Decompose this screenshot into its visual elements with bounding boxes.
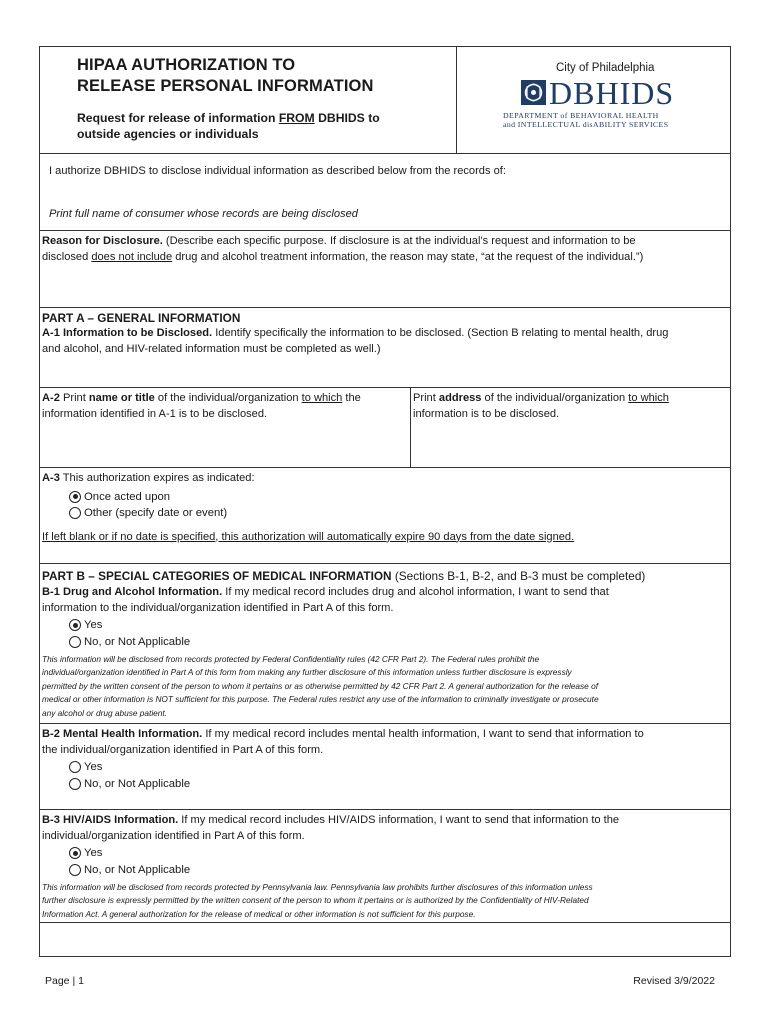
philadelphia-seal-icon: [521, 80, 546, 105]
a2-recipient-name-field[interactable]: [40, 388, 411, 467]
reason-text2-pre: disclosed: [42, 250, 92, 263]
subtitle-post: DBHIDS to: [314, 111, 380, 125]
radio-selected-icon[interactable]: [69, 847, 81, 859]
reason-text1: (Describe each specific purpose. If disclosure is at the individual’s request and information to be: [162, 235, 636, 247]
a1-text: [42, 326, 730, 357]
a2-right-bold: address: [438, 392, 482, 404]
subtitle-line2: outside agencies or individuals: [77, 127, 259, 141]
b3-yes-option[interactable]: [69, 845, 730, 862]
part-a-a1-section[interactable]: [40, 308, 730, 388]
consumer-name-field[interactable]: Print full name of consumer whose records are being disclosed: [49, 207, 358, 220]
a2-left-line2: information identified in A-1 is to be disclosed.: [42, 407, 268, 420]
subtitle-from: FROM: [278, 111, 315, 125]
page-number: Page | 1: [45, 975, 84, 987]
radio-empty-icon[interactable]: [69, 507, 81, 519]
a2-right-underline: to which: [628, 392, 669, 404]
a3-text: [42, 471, 730, 487]
b3-label: B-3 HIV/AIDS Information.: [42, 814, 179, 826]
b1-yes-label: Yes: [84, 619, 103, 631]
logo-dept-line1: DEPARTMENT of BEHAVIORAL HEALTH: [503, 111, 659, 120]
radio-empty-icon[interactable]: [69, 761, 81, 773]
b3-note3: Information Act. A general authorization for the release of medical or other information is not sufficient for this purpose.: [42, 908, 476, 919]
dbhids-logo: [457, 47, 730, 153]
a1-text2: and alcohol, and HIV-related information must be completed as well.): [42, 342, 381, 355]
a2-left-2: of the individual/organization: [154, 392, 302, 404]
b2-no-option[interactable]: [69, 776, 730, 793]
b1-label: B-1 Drug and Alcohol Information.: [42, 586, 223, 598]
b1-note3: permitted by the written consent of the person to whom it pertains or as otherwise permitted by 42 CFR Part 2. A general authorization for the release of: [42, 680, 599, 691]
a3-option-other[interactable]: [69, 505, 730, 522]
b3-yes-label: Yes: [84, 847, 103, 859]
b3-section: [40, 810, 730, 923]
b1-note2: individual/organization identified in Part A of this form from making any further disclosure of this information unless further disclosure is expressly: [42, 667, 572, 678]
a3-note: If left blank or if no date is specified, this authorization will automatically expire 90 days from the date signed.: [42, 530, 575, 543]
form-title-line2: RELEASE PERSONAL INFORMATION: [77, 77, 374, 95]
form-subtitle: [77, 110, 456, 142]
b1-text2: information to the individual/organization identified in Part A of this form.: [42, 601, 394, 614]
b2-label: B-2 Mental Health Information.: [42, 728, 203, 740]
radio-empty-icon[interactable]: [69, 778, 81, 790]
logo-wordmark: DBHIDS: [549, 75, 675, 111]
reason-text2-underline: does not include: [91, 250, 173, 263]
part-a-title: PART A – GENERAL INFORMATION: [42, 311, 241, 325]
b2-text2: the individual/organization identified in Part A of this form.: [42, 743, 324, 756]
b1-text: [42, 585, 730, 616]
b2-text1: If my medical record includes mental health information, I want to send that information to: [202, 728, 644, 740]
logo-city: City of Philadelphia: [556, 62, 655, 74]
b1-text1: If my medical record includes drug and alcohol information, I want to send that: [222, 586, 609, 598]
a2-label: A-2: [42, 392, 60, 404]
a2-recipient-address-field[interactable]: [411, 388, 730, 467]
b1-yes-option[interactable]: [69, 617, 730, 634]
part-b-b1-section: [40, 564, 730, 724]
b2-text: [42, 727, 730, 758]
subtitle-pre: Request for release of information: [77, 111, 279, 125]
b3-text1: If my medical record includes HIV/AIDS information, I want to send that information to the: [178, 814, 620, 826]
logo-dept: [503, 111, 668, 129]
b3-note1: This information will be disclosed from records protected by Pennsylvania law. Pennsylvania law prohibits further disclosures of this information unless: [42, 882, 593, 892]
b3-text2: individual/organization identified in Part A of this form.: [42, 829, 305, 842]
reason-label: Reason for Disclosure.: [42, 235, 163, 247]
b1-note5: any alcohol or drug abuse patient.: [42, 707, 168, 718]
a3-opt2-label: Other (specify date or event): [84, 507, 228, 519]
form-header: [40, 47, 730, 154]
b2-no-label: No, or Not Applicable: [84, 777, 191, 790]
b3-text: [42, 813, 730, 844]
b1-note: [42, 653, 730, 720]
radio-selected-icon[interactable]: [69, 491, 81, 503]
b3-no-option[interactable]: [69, 862, 730, 879]
a3-section: [40, 468, 730, 564]
part-b-title-note: (Sections B-1, B-2, and B-3 must be completed): [391, 569, 646, 583]
a1-label: A-1 Information to be Disclosed.: [42, 327, 213, 339]
a2-left-underline: to which: [301, 392, 343, 404]
blank-row: [40, 923, 730, 956]
hipaa-form: [39, 46, 731, 957]
a2-right-line2: information is to be disclosed.: [413, 407, 560, 420]
b2-section: [40, 724, 730, 810]
a2-left-3: the: [342, 392, 361, 404]
radio-selected-icon[interactable]: [69, 619, 81, 631]
a2-left-1: Print: [59, 392, 89, 404]
a3-option-once[interactable]: [69, 489, 730, 506]
reason-text2-post: drug and alcohol treatment information, the reason may state, “at the request of the individual.”): [172, 250, 644, 263]
b1-no-option[interactable]: [69, 634, 730, 651]
b1-note4: medical or other information is NOT sufficient for this purpose. The Federal rules restrict any use of the information to criminally investigate or prosecute: [42, 694, 599, 705]
revised-date: Revised 3/9/2022: [633, 975, 715, 987]
part-b-title: PART B – SPECIAL CATEGORIES OF MEDICAL INFORMATION: [42, 569, 392, 583]
b3-note2: further disclosure is expressly permitted by the written consent of the person to whom it pertains or is authorized by the Confidentiality of HIV-Related: [42, 895, 589, 906]
reason-text: [42, 234, 730, 265]
form-title-line1: HIPAA AUTHORIZATION TO: [77, 56, 296, 74]
b1-note1: This information will be disclosed from records protected by Federal Confidentiality rules (42 CFR Part 2). The Federal rules prohibit the: [42, 654, 540, 664]
a3-text-body: This authorization expires as indicated:: [59, 472, 255, 484]
a1-text1: Identify specifically the information to be disclosed. (Section B relating to mental health, drug: [212, 327, 669, 339]
a2-section: [40, 388, 730, 468]
b2-yes-label: Yes: [84, 761, 103, 773]
logo-dept-line2: and INTELLECTUAL disABILITY SERVICES: [503, 120, 669, 129]
reason-section[interactable]: [40, 231, 730, 308]
a2-right-1: Print: [413, 392, 439, 404]
a3-opt1-label: Once acted upon: [84, 490, 171, 503]
authorize-section: [40, 154, 730, 231]
a2-left-bold: name or title: [88, 392, 155, 404]
radio-empty-icon[interactable]: [69, 636, 81, 648]
b2-yes-option[interactable]: [69, 759, 730, 776]
b3-note: [42, 881, 730, 921]
authorize-text: I authorize DBHIDS to disclose individual information as described below from the records of:: [49, 165, 506, 177]
radio-empty-icon[interactable]: [69, 864, 81, 876]
header-title-block: [40, 47, 457, 153]
part-b-title-row: [42, 567, 730, 585]
a3-label: A-3: [42, 472, 60, 484]
b1-no-label: No, or Not Applicable: [84, 635, 191, 648]
b3-no-label: No, or Not Applicable: [84, 863, 191, 876]
a2-right-2: of the individual/organization: [481, 392, 629, 404]
